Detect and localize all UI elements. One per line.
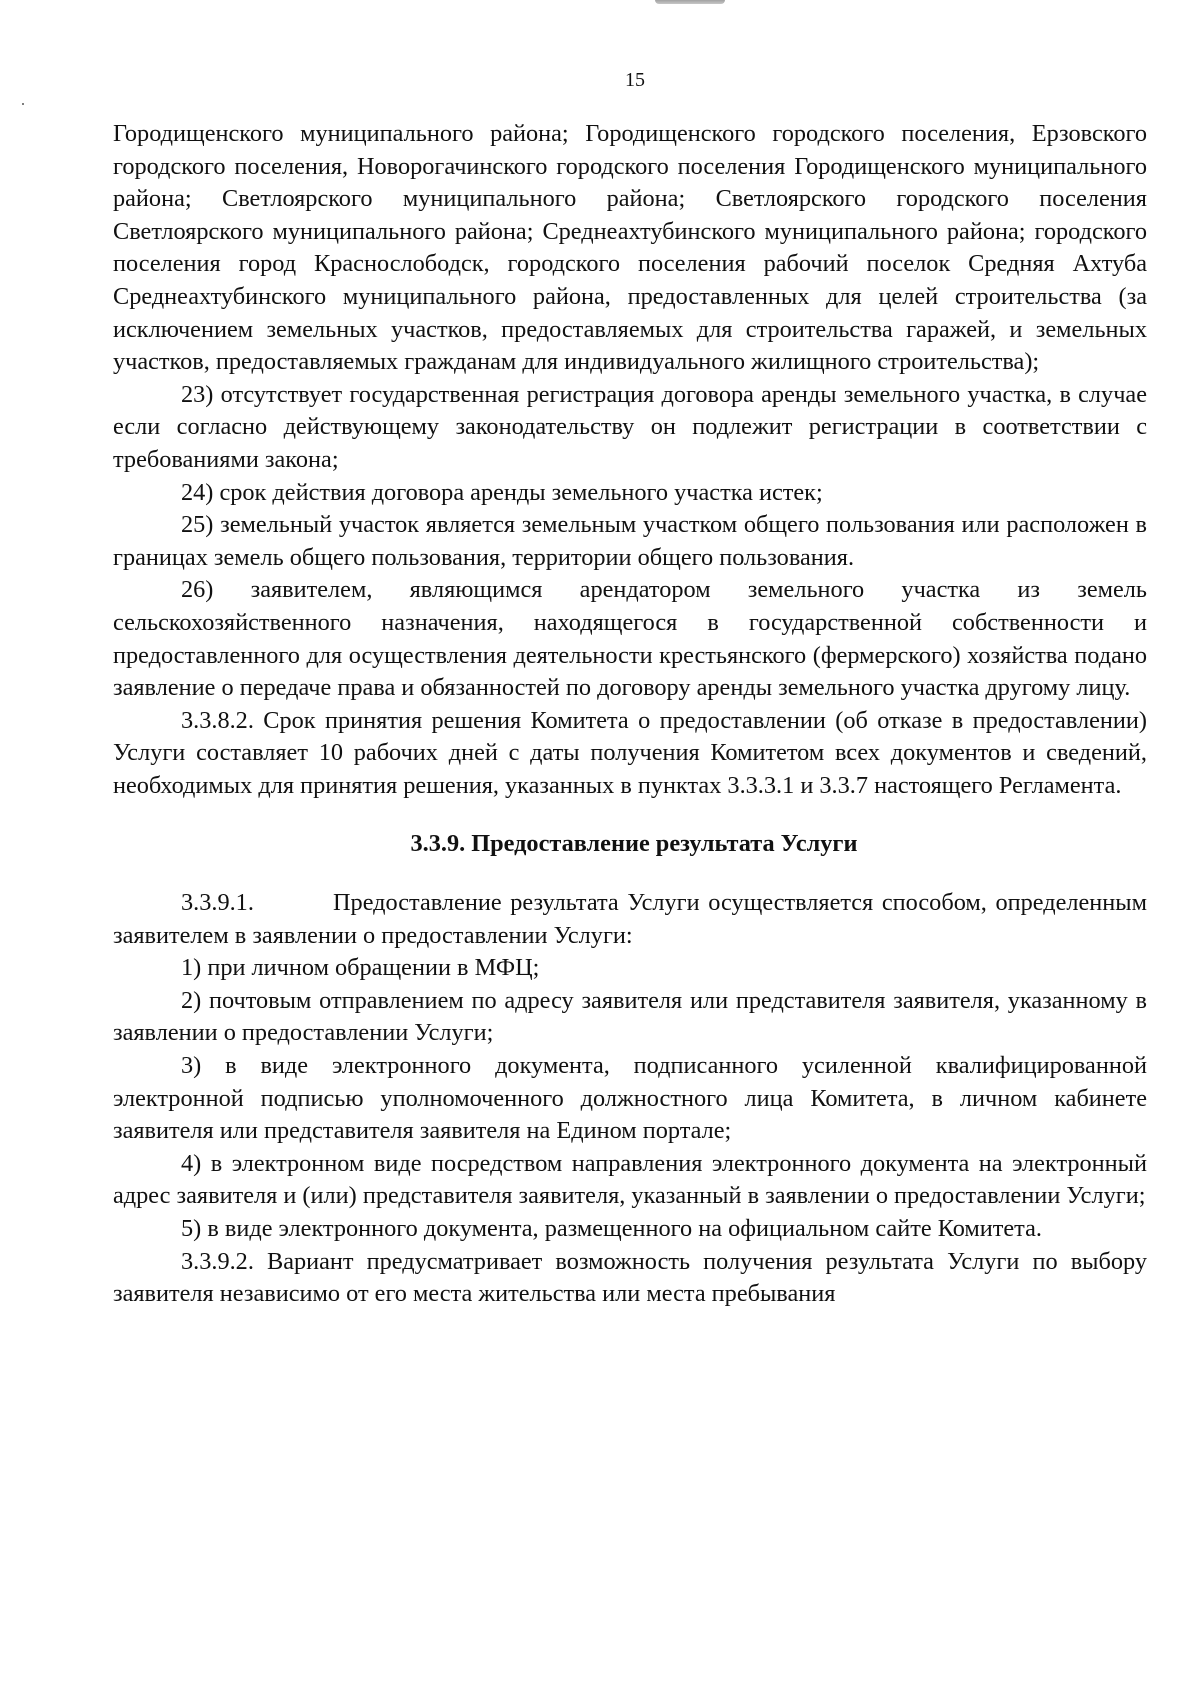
- list-item-25: 25) земельный участок является земельным участком общего пользования или расположен в границах земель общего пользования, территории общего пользования.: [113, 511, 1147, 571]
- page-number: 15: [625, 69, 645, 91]
- list-item-2: 2) почтовым отправлением по адресу заявителя или представителя заявителя, указанному в заявлении о предоставлении Услуги;: [113, 986, 1147, 1047]
- list-item-24: 24) срок действия договора аренды земельного участка истек;: [181, 478, 823, 506]
- scan-speck: [22, 103, 24, 105]
- clause-3391: [113, 887, 1147, 952]
- list-item-1: 1) при личном обращении в МФЦ;: [181, 954, 540, 982]
- clause-text: Предоставление результата Услуги осуществляется способом, определенным заявителем в заявлении о предоставлении Услуги:: [113, 889, 1147, 949]
- section-heading: 3.3.9. Предоставление результата Услуги: [410, 830, 858, 858]
- scan-artifact: [655, 0, 725, 4]
- list-item-5: 5) в виде электронного документа, размещенного на официальном сайте Комитета.: [181, 1215, 1042, 1242]
- list-item-26: 26) заявителем, являющимся арендатором земельного участка из земель сельскохозяйственного назначения, находящегося в государственной собственности и предоставленного для осуществления деятельности крестьянского (фермерского) хозяйства подано заявление о передаче права и обязанностей по договору аренды земельного участка другому лицу.: [113, 576, 1147, 702]
- clause-3382: 3.3.8.2. Срок принятия решения Комитета о предоставлении (об отказе в предоставлении) Услуги составляет 10 рабочих дней с даты получения Комитетом всех документов и сведений, необходимых для принятия решения, указанных в пунктах 3.3.3.1 и 3.3.7 настоящего Регламента.: [113, 706, 1147, 799]
- document-body: [113, 118, 1147, 1311]
- clause-3392: 3.3.9.2. Вариант предусматривает возможность получения результата Услуги по выбору заявителя независимо от его места жительства или места пребывания: [113, 1247, 1147, 1308]
- clause-number: 3.3.9.1.: [181, 889, 254, 917]
- list-item-3: 3) в виде электронного документа, подписанного усиленной квалифицированной электронной подписью уполномоченного должностного лица Комитета, в личном кабинете заявителя или представителя заявителя на Едином портале;: [113, 1052, 1147, 1145]
- list-item-4: 4) в электронном виде посредством направления электронного документа на электронный адрес заявителя и (или) представителя заявителя, указанный в заявлении о предоставлении Услуги;: [113, 1149, 1147, 1210]
- paragraph-continuation: Городищенского муниципального района; Городищенского городского поселения, Ерзовского городского поселения, Новорогачинского городского поселения Городищенского муниципального района; Светлоярского муниципального района; Светлоярского городского поселения Светлоярского муниципального района; Среднеахтубинского муниципального района; городского поселения город Краснослободск, городского поселения рабочий поселок Средняя Ахтуба Среднеахтубинского муниципального района, предоставленных для целей строительства (за исключением земельных участков, предоставляемых для строительства гаражей, и земельных участков, предоставляемых гражданам для индивидуального жилищного строительства);: [113, 120, 1147, 376]
- list-item-23: 23) отсутствует государственная регистрация договора аренды земельного участка, в случае если согласно действующему законодательству он подлежит регистрации в соответствии с требованиями закона;: [113, 380, 1147, 473]
